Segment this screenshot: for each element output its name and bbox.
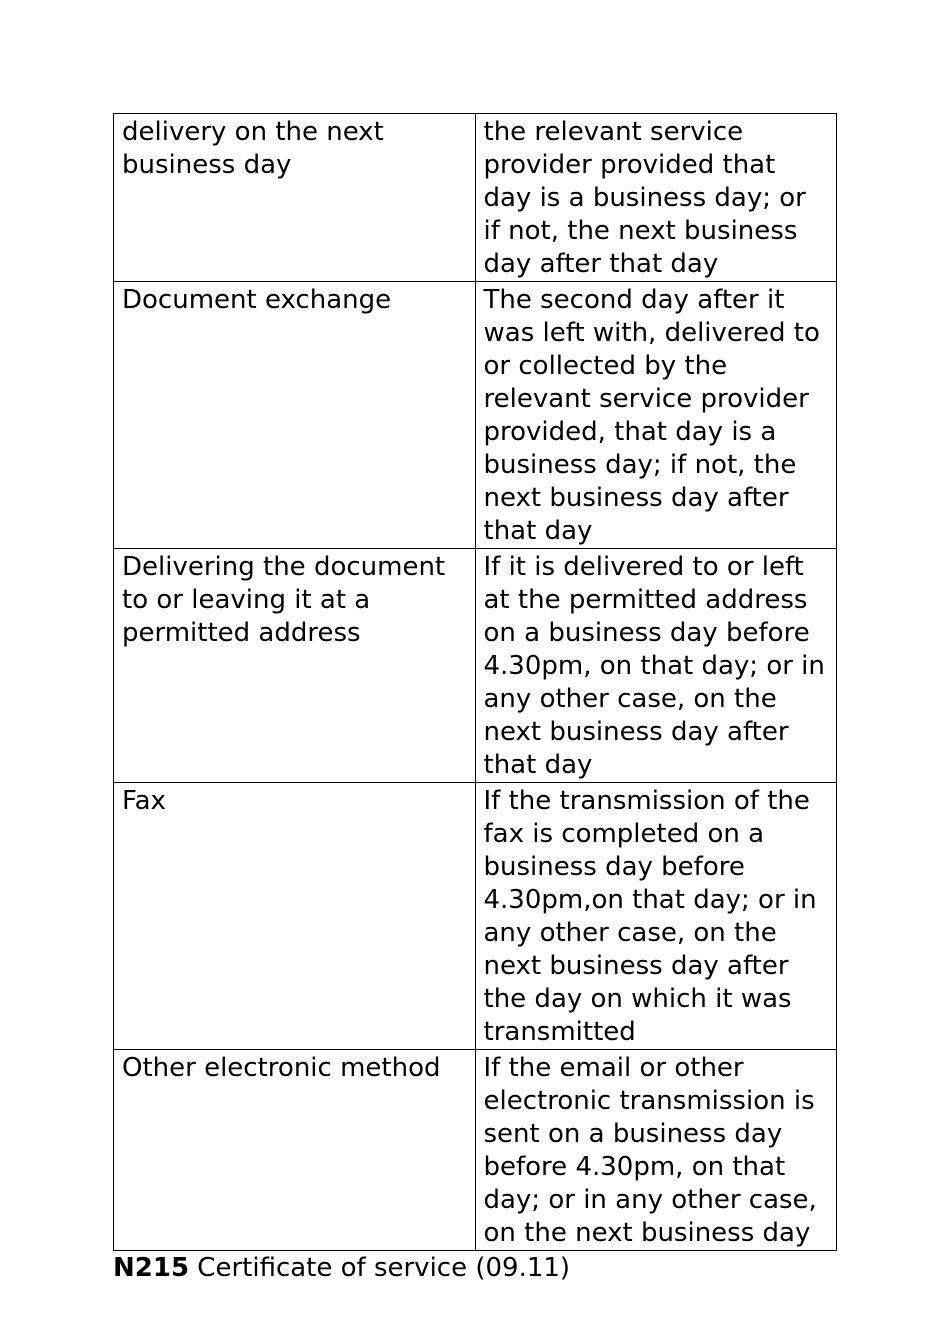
deemed-service-cell: If it is delivered to or left at the permitted address on a business day before 4.30pm, on that day; or in any other case, on the next business day after that day bbox=[475, 549, 837, 783]
table-row bbox=[114, 1050, 837, 1251]
deemed-service-cell: If the email or other electronic transmission is sent on a business day before 4.30pm, on that day; or in any other case, on the next business day bbox=[475, 1050, 837, 1251]
table-row bbox=[114, 549, 837, 783]
deemed-service-cell: the relevant service provider provided that day is a business day; or if not, the next business day after that day bbox=[475, 114, 837, 282]
table-row bbox=[114, 783, 837, 1050]
method-cell: delivery on the next business day bbox=[114, 114, 476, 282]
method-cell: Fax bbox=[114, 783, 476, 1050]
form-code: N215 bbox=[113, 1253, 190, 1283]
service-methods-table bbox=[113, 113, 837, 1251]
form-footer bbox=[113, 1252, 570, 1285]
method-cell: Document exchange bbox=[114, 282, 476, 549]
form-title: Certificate of service (09.11) bbox=[189, 1253, 571, 1283]
deemed-service-cell: The second day after it was left with, delivered to or collected by the relevant service provider provided, that day is a business day; if not, the next business day after that day bbox=[475, 282, 837, 549]
method-cell: Other electronic method bbox=[114, 1050, 476, 1251]
table-row bbox=[114, 114, 837, 282]
method-cell: Delivering the document to or leaving it at a permitted address bbox=[114, 549, 476, 783]
deemed-service-cell: If the transmission of the fax is completed on a business day before 4.30pm,on that day; or in any other case, on the next business day after the day on which it was transmitted bbox=[475, 783, 837, 1050]
table-row bbox=[114, 282, 837, 549]
